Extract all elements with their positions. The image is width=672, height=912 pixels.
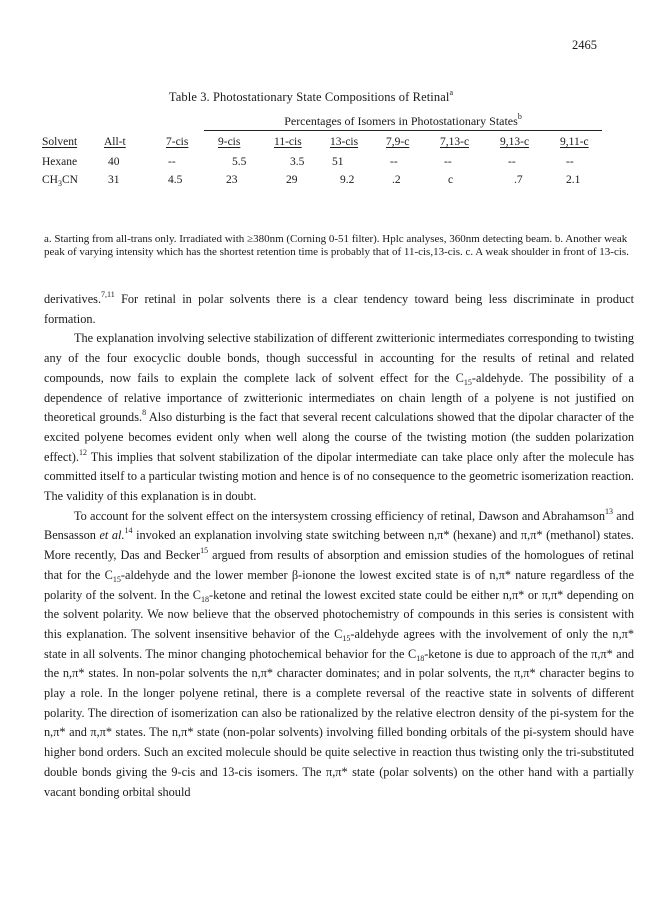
table-cell: 3.5 xyxy=(290,156,305,168)
body-text xyxy=(44,290,634,802)
table-title-footnote-mark: a xyxy=(449,88,454,97)
text-run: argued from results of absorption and emission studies of the homologues of retinal that for the C xyxy=(44,548,634,582)
citation: 14 xyxy=(124,526,133,536)
isomer-group-header xyxy=(204,114,602,131)
table-cell: 4.5 xyxy=(168,174,183,186)
table-cell: 31 xyxy=(108,174,120,186)
table-cell: 2.1 xyxy=(566,174,581,186)
column-header: 9,13-c xyxy=(500,136,530,148)
italic-text: et al. xyxy=(99,528,125,543)
table-cell: -- xyxy=(168,156,176,168)
solvent-cell xyxy=(42,154,104,172)
table-cell: 23 xyxy=(226,174,238,186)
column-header: All-t xyxy=(104,136,126,148)
column-header: 7,9-c xyxy=(386,136,410,148)
text-run: The explanation involving selective stabilization of different zwitterionic intermediates corresponding to twisting any of the four exocyclic double bonds, though successful in accounting for the results of retinal and related compounds, now fails to explain the complete lack of solvent effect for the C xyxy=(44,331,634,385)
page-number: 2465 xyxy=(572,38,597,52)
subscript: 15 xyxy=(112,574,121,584)
table-row xyxy=(42,172,610,190)
composition-table xyxy=(42,136,610,190)
column-header: Solvent xyxy=(42,136,78,148)
citation: 8 xyxy=(142,408,147,418)
text-run: This implies that solvent stabilization of the dipolar intermediate can take place only after the molecule has committed itself to a particular twisting motion and hence is of no consequence to the geometric isomerization reaction. The validity of this explanation is in doubt. xyxy=(44,449,634,504)
citation: 7,11 xyxy=(101,290,115,299)
column-header: 9,11-c xyxy=(560,136,589,148)
text-run: invoked an explanation involving state switching between n,π* (hexane) and π,π* (methanol) states. More recently, Das and Becker xyxy=(44,528,634,563)
table-cell: 29 xyxy=(286,174,298,186)
table-cell: .7 xyxy=(514,174,523,186)
table-cell: 5.5 xyxy=(232,156,247,168)
table-row xyxy=(42,154,610,172)
group-header-text: Percentages of Isomers in Photostationary States xyxy=(284,114,518,128)
solvent-name: Hexane xyxy=(42,156,78,168)
text-run: -ketone and retinal the lowest excited state could be either n,π* or π,π* depending on the solvent polarity. We now believe that the observed photochemistry of compounds in this series is consistent with this explanation. The solvent insensitive behavior of the C xyxy=(44,587,634,641)
text-run: Also disturbing is the fact that several recent calculations showed that the dipolar character of the excited polyene becomes evident only when well along the course of the twisting motion (the sudden polarization effect). xyxy=(44,410,634,464)
solvent-cell xyxy=(42,172,104,190)
subscript: 15 xyxy=(342,633,351,643)
table-cell: .2 xyxy=(392,174,401,186)
table-title xyxy=(0,90,672,105)
table-cell: -- xyxy=(566,156,574,168)
solvent-subscript: 3 xyxy=(57,179,62,188)
citation: 12 xyxy=(78,447,87,457)
subscript: 18 xyxy=(416,653,425,663)
subscript: 18 xyxy=(200,594,209,604)
text-run: -ketone is due to approach of the π,π* and the n,π* states. In non-polar solvents the n,π* character dominates; and in polar solvents, the π,π* character begins to play a role. In the longer polyene retinal, there is a complete reversal of the reactive state in solvents of different polarity. The direction of isomerization can also be rationalized by the relative electron density of the pi-system for the n,π* and π,π* states. The n,π* state (non-polar solvents) involving filled bonding orbitals of the pi-system should have higher bond orders. Such an excited molecule should be quite selective in reaction thus twisting only the tri-substituted double bonds giving the 9-cis and 13-cis isomers. The π,π* state (polar solvents) on the other hand with a partially vacant bonding orbital should xyxy=(44,646,635,799)
table-cell: c xyxy=(448,174,454,186)
column-header: 7,13-c xyxy=(440,136,470,148)
text-run: For retinal in polar solvents there is a clear tendency toward being less discriminate in product formation. xyxy=(44,292,634,326)
text-run: To account for the solvent effect on the intersystem crossing efficiency of retinal, Dawson and Abrahamson xyxy=(74,508,605,523)
table-cell: -- xyxy=(390,156,398,168)
table-title-text: Table 3. Photostationary State Compositions of Retinal xyxy=(168,90,450,104)
table-cell: -- xyxy=(444,156,452,168)
text-run: -aldehyde. The possibility of a dependence of relative importance of zwitterionic intermediates on chain length of a polyene is not justified on theoretical grounds. xyxy=(44,370,634,425)
column-header: 9-cis xyxy=(218,136,241,148)
table-footnotes: a. Starting from all-trans only. Irradiated with ≥380nm (Corning 0-51 filter). Hplc analyses, 360nm detecting beam. b. Another weak peak of varying intensity which has the shortest retention time is probably that of 11-cis,13-cis. c. A weak shoulder in front of 13-cis. xyxy=(44,233,629,258)
citation: 13 xyxy=(605,506,613,516)
table-header-row xyxy=(42,136,610,154)
table-cell: 40 xyxy=(108,156,120,168)
column-header: 13-cis xyxy=(330,136,359,148)
solvent-name-rest: CN xyxy=(61,174,78,186)
paragraph xyxy=(44,507,634,803)
citation: 15 xyxy=(200,546,209,556)
paragraph xyxy=(44,329,634,506)
paragraph xyxy=(44,290,634,329)
table-cell: 51 xyxy=(332,156,344,168)
subscript: 15 xyxy=(463,377,472,387)
group-header-footnote-mark: b xyxy=(517,112,522,121)
solvent-name: CH xyxy=(42,174,58,186)
table-cell: -- xyxy=(508,156,516,168)
text-run: and Bensasson xyxy=(44,508,634,543)
text-run: derivatives. xyxy=(44,292,102,306)
text-run: -aldehyde and the lower member β-ionone the lowest excited state is of n,π* nature regardless of the polarity of the solvent. In the C xyxy=(44,567,634,602)
column-header: 11-cis xyxy=(274,136,302,148)
table-cell: 9.2 xyxy=(340,174,355,186)
text-run: -aldehyde agrees with the involvement of only the n,π* state in all solvents. The minor changing photochemical behavior for the C xyxy=(44,626,635,661)
column-header: 7-cis xyxy=(166,136,189,148)
